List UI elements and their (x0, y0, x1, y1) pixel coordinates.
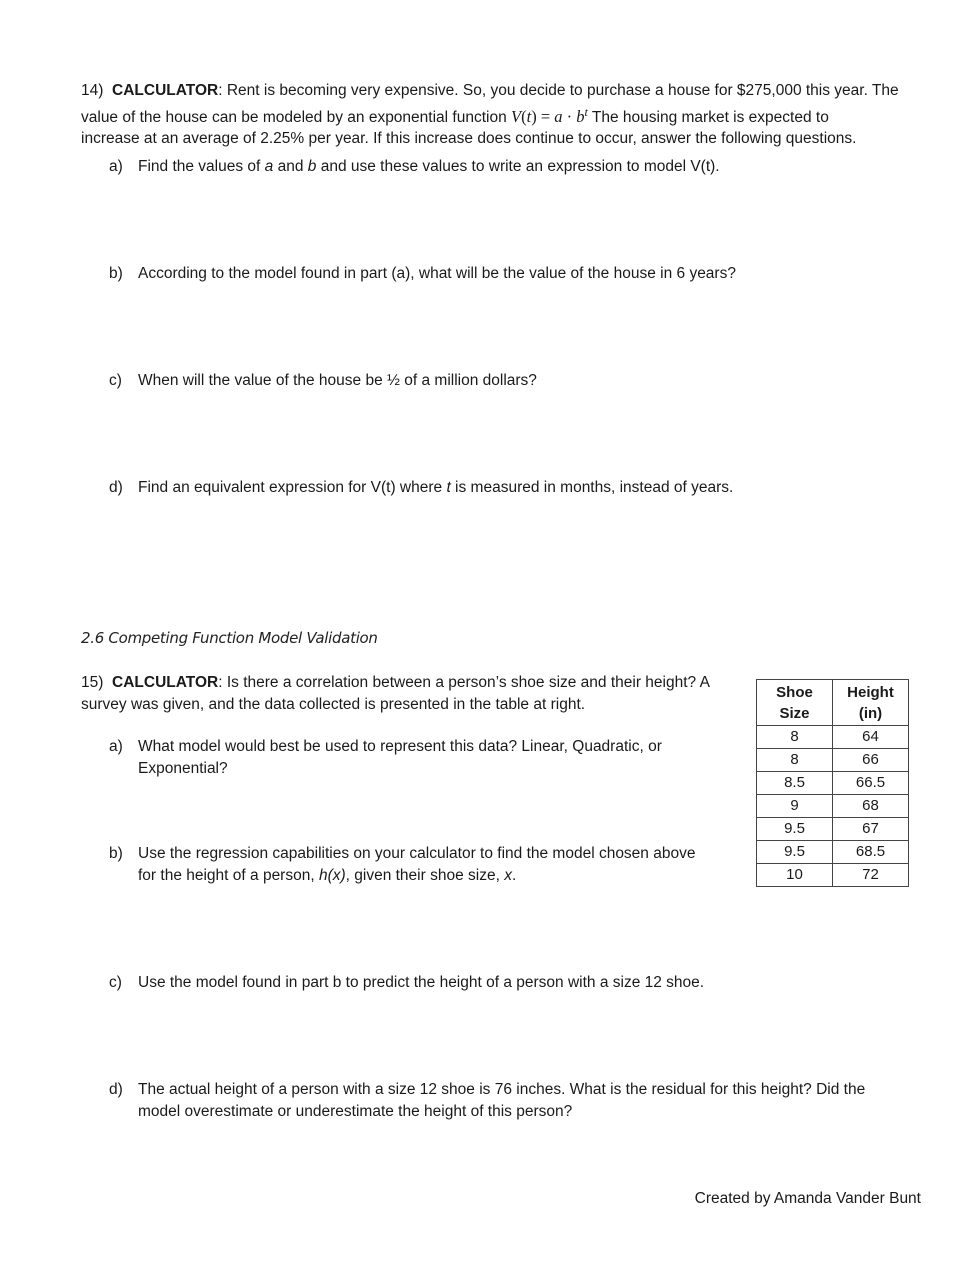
q14-line-3: increase at an average of 2.25% per year. If this increase does continue to occur, answer the following questions. (81, 130, 857, 147)
var-t: t (446, 479, 451, 496)
q15-line1-text: : Is there a correlation between a person’s shoe size and their height? A (218, 674, 710, 691)
table-row (757, 795, 909, 818)
q15-number: 15) (81, 674, 104, 691)
table-header-row (757, 680, 909, 726)
q14-line-1 (81, 80, 921, 102)
var-a: a (264, 158, 274, 175)
table-row (757, 841, 909, 864)
var-x: x (504, 866, 512, 884)
formula-a: a (554, 106, 563, 126)
header-line: Size (779, 705, 810, 722)
var-h-of-x: h(x) (318, 866, 346, 884)
header-line: Shoe (776, 684, 813, 701)
q14-formula: $V(t) = a \cdot b^t$ (511, 104, 588, 126)
section-title: 2.6 Competing Function Model Validation (81, 629, 378, 647)
part-text-line-2: Exponential? (138, 759, 228, 777)
part-text (138, 736, 729, 779)
var-b: b (307, 158, 317, 175)
part-label: d) (109, 1081, 123, 1098)
part-text (138, 477, 909, 499)
formula-t: t (526, 106, 532, 126)
header-shoe-size (757, 680, 833, 726)
part-label: a) (109, 738, 123, 755)
q15-line-1 (81, 672, 741, 694)
part-text-pre: for the height of a person, (138, 866, 319, 884)
shoe-height-table (756, 679, 909, 887)
formula-b: b (576, 106, 585, 126)
part-text-line-1: The actual height of a person with a size 12 shoe is 76 inches. What is the residual for this height? Did the (138, 1081, 866, 1098)
cell-shoe-size: 9 (757, 795, 833, 818)
q14-stem (81, 80, 921, 150)
q14-line2-post: The housing market is expected to (591, 108, 829, 126)
part-label: c) (109, 372, 122, 389)
part-text-line-1: Use the regression capabilities on your calculator to find the model chosen above (138, 845, 696, 862)
part-text-post: and use these values to write an expression to model V(t). (316, 158, 720, 175)
footer-credit: Created by Amanda Vander Bunt (694, 1190, 921, 1207)
part-text: When will the value of the house be ½ of a million dollars? (138, 372, 537, 389)
part-label: a) (109, 158, 123, 175)
q15-line-2: survey was given, and the data collected is presented in the table at right. (81, 695, 586, 713)
part-label: b) (109, 265, 123, 282)
cell-height: 68 (833, 795, 909, 818)
part-text-mid: , given their shoe size, (345, 866, 505, 884)
cell-shoe-size: 8 (757, 749, 833, 772)
part-text-pre: Find the values of (138, 158, 265, 175)
q14-number: 14) (81, 82, 104, 99)
part-label: c) (109, 974, 122, 991)
q14-keyword: CALCULATOR (112, 82, 219, 99)
part-label: b) (109, 845, 123, 862)
part-text: According to the model found in part (a), what will be the value of the house in 6 years? (138, 265, 736, 282)
formula-V: V (511, 106, 522, 126)
table-row (757, 726, 909, 749)
table-row (757, 864, 909, 887)
header-height (833, 680, 909, 726)
header-line: (in) (858, 705, 883, 722)
part-text-pre: Find an equivalent expression for V(t) where (138, 479, 447, 496)
table-row (757, 772, 909, 795)
table-row (757, 818, 909, 841)
cell-shoe-size: 9.5 (757, 818, 833, 841)
cell-shoe-size: 9.5 (757, 841, 833, 864)
cell-shoe-size: 8 (757, 726, 833, 749)
part-text-post: . (511, 866, 517, 884)
part-text (138, 156, 909, 178)
cell-height: 66 (833, 749, 909, 772)
part-text (138, 1079, 909, 1122)
part-text (138, 843, 739, 886)
cell-height: 68.5 (833, 841, 909, 864)
part-text: Use the model found in part b to predict the height of a person with a size 12 shoe. (138, 974, 705, 991)
q14-line-2 (81, 102, 921, 129)
part-text-post: is measured in months, instead of years. (450, 479, 734, 496)
q14-line2-text: value of the house can be modeled by an exponential function (81, 108, 507, 126)
cell-height: 64 (833, 726, 909, 749)
part-text-mid: and (273, 158, 308, 175)
q15-stem (81, 672, 741, 715)
cell-shoe-size: 10 (757, 864, 833, 887)
cell-height: 67 (833, 818, 909, 841)
part-label: d) (109, 479, 123, 496)
part-text-line-2: model overestimate or underestimate the height of this person? (138, 1102, 573, 1120)
cell-height: 72 (833, 864, 909, 887)
q15-keyword: CALCULATOR (112, 674, 219, 691)
part-text-line-1: What model would best be used to represent this data? Linear, Quadratic, or (138, 738, 662, 755)
table-row (757, 749, 909, 772)
q14-line1-text: : Rent is becoming very expensive. So, you decide to purchase a house for $275,000 this year. The (218, 82, 899, 99)
cell-shoe-size: 8.5 (757, 772, 833, 795)
formula-exponent: t (584, 104, 588, 119)
cell-height: 66.5 (833, 772, 909, 795)
part-text-line-2 (138, 865, 739, 887)
header-line: Height (847, 684, 894, 701)
